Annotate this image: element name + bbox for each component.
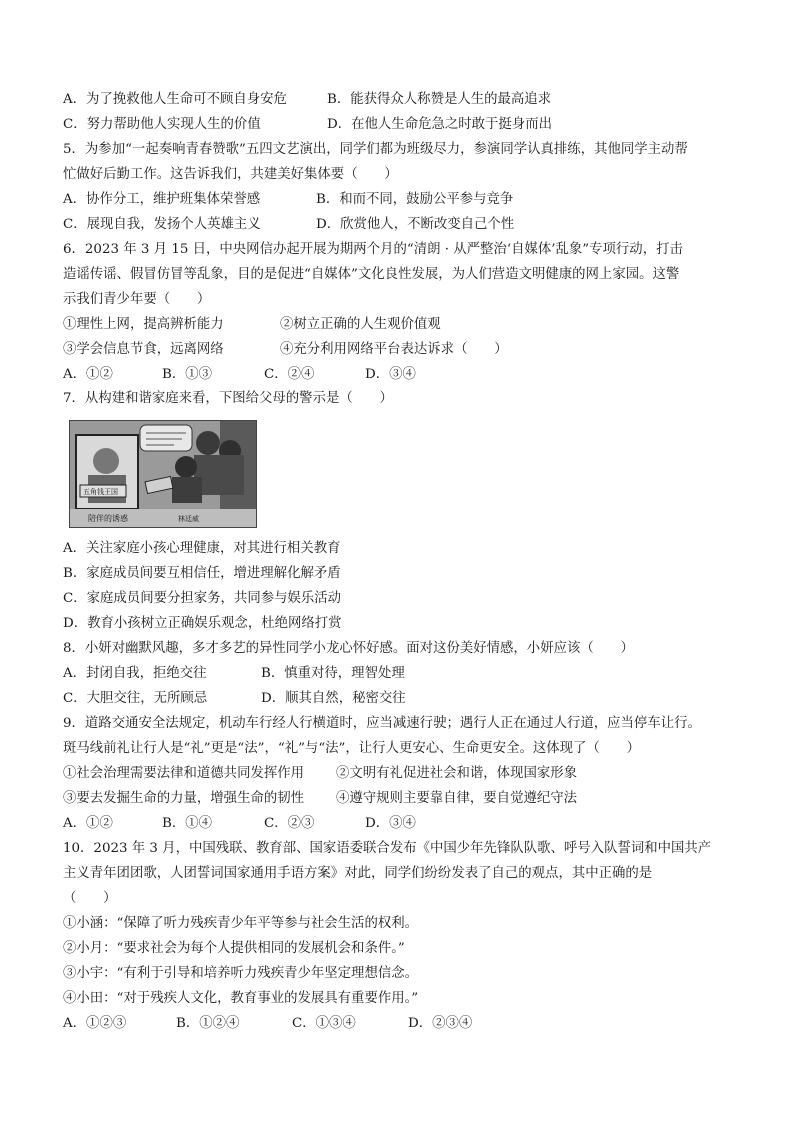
q5-option-c: C．展现自我，发扬个人英雄主义 bbox=[63, 217, 261, 232]
q7-option-d: D．教育小孩树立正确娱乐观念，杜绝网络打赏 bbox=[63, 616, 342, 631]
q5-stem-line-2: 忙做好后勤工作。这告诉我们，共建美好集体要（ ） bbox=[63, 167, 398, 182]
q9-option-c: C．②③ bbox=[264, 816, 315, 831]
q6-option-c: C．②④ bbox=[264, 367, 315, 382]
q9-statement-2: ②文明有礼促进社会和谐，体现国家形象 bbox=[336, 766, 578, 781]
q10-stem-line-3: （ ） bbox=[63, 891, 117, 906]
q7-stem: 7．从构建和谐家庭来看，下图给父母的警示是（ ） bbox=[63, 391, 393, 406]
q10-option-d: D．②③④ bbox=[408, 1016, 473, 1031]
q7-cartoon-sign-text: 五角钱王国 bbox=[83, 488, 118, 496]
q6-option-a: A．①② bbox=[63, 367, 113, 382]
q4-option-a: A．为了挽救他人生命可不顾自身安危 bbox=[63, 92, 287, 107]
q6-statement-2: ②树立正确的人生观价值观 bbox=[280, 317, 441, 332]
q9-stem-line-1: 9．道路交通安全法规定，机动车行经人行横道时，应当减速行驶；遇行人正在通过人行道，应当停车让行。 bbox=[63, 716, 701, 731]
q6-option-d: D．③④ bbox=[365, 367, 416, 382]
q6-stem-line-2: 造谣传谣、假冒仿冒等乱象，目的是促进“自媒体”文化良性发展，为人们营造文明健康的网上家园。这警 bbox=[63, 267, 680, 282]
q10-option-c: C．①③④ bbox=[292, 1016, 356, 1031]
q7-option-c: C．家庭成员间要分担家务，共同参与娱乐活动 bbox=[63, 591, 342, 606]
q6-stem-line-1: 6．2023 年 3 月 15 日，中央网信办起开展为期两个月的“清朗 · 从严整治‘自媒体’乱象”专项行动，打击 bbox=[63, 242, 683, 257]
q10-stem-line-1: 10．2023 年 3 月，中国残联、教育部、国家语委联合发布《中国少年先锋队队歌、呼号入队誓词和中国共产 bbox=[63, 841, 712, 856]
q6-stem-line-3: 示我们青少年要（ ） bbox=[63, 292, 211, 307]
q9-statement-4: ④遵守规则主要靠自律，要自觉遵纪守法 bbox=[336, 791, 578, 806]
q10-statement-1: ①小涵：“保障了听力残疾青少年平等参与社会生活的权利。 bbox=[63, 916, 418, 931]
q6-statement-1: ①理性上网，提高辨析能力 bbox=[63, 317, 224, 332]
q6-option-b: B．①③ bbox=[162, 367, 213, 382]
q10-option-b: B．①②④ bbox=[176, 1016, 240, 1031]
q6-statement-4: ④充分利用网络平台表达诉求（ ） bbox=[280, 342, 508, 357]
q8-option-d: D．顺其自然，秘密交往 bbox=[261, 691, 406, 706]
q4-option-c: C．努力帮助他人实现人生的价值 bbox=[63, 117, 261, 132]
q5-option-a: A．协作分工，维护班集体荣誉感 bbox=[63, 192, 261, 207]
q5-option-b: B．和而不同，鼓励公平参与竞争 bbox=[316, 192, 514, 207]
q7-cartoon-svg bbox=[70, 421, 256, 527]
q10-statement-4: ④小田：“对于残疾人文化，教育事业的发展具有重要作用。” bbox=[63, 991, 419, 1006]
q7-cartoon-caption-right: 林廷威 bbox=[178, 515, 199, 523]
q9-statement-3: ③要去发掘生命的力量，增强生命的韧性 bbox=[63, 791, 305, 806]
q4-option-b: B．能获得众人称赞是人生的最高追求 bbox=[327, 92, 552, 107]
q7-cartoon-image bbox=[69, 420, 257, 528]
q5-option-d: D．欣赏他人，不断改变自己个性 bbox=[316, 217, 515, 232]
q9-option-b: B．①④ bbox=[162, 816, 213, 831]
q10-statement-2: ②小月：“要求社会为每个人提供相同的发展机会和条件。” bbox=[63, 941, 405, 956]
q10-stem-line-2: 主义青年团团歌，人团誓词国家通用手语方案》对此，同学们纷纷发表了自己的观点，其中正确的是 bbox=[63, 866, 653, 881]
q7-option-b: B．家庭成员间要互相信任，增进理解化解矛盾 bbox=[63, 566, 341, 581]
q4-option-d: D．在他人生命危急之时敢于挺身而出 bbox=[327, 117, 552, 132]
q8-option-b: B．慎重对待，理智处理 bbox=[261, 666, 405, 681]
q5-stem-line-1: 5．为参加“一起奏响青春赞歌”五四文艺演出，同学们都为班级尽力，参演同学认真排练，其他同学主动帮 bbox=[63, 142, 688, 157]
q9-stem-line-2: 斑马线前礼让行人是“礼”更是“法”，“礼”与“法”，让行人更安心、生命更安全。这体现了（ ） bbox=[63, 741, 640, 756]
q8-stem: 8．小妍对幽默风趣，多才多艺的异性同学小龙心怀好感。面对这份美好情感，小妍应该（ ） bbox=[63, 641, 634, 656]
q8-option-c: C．大胆交往，无所顾忌 bbox=[63, 691, 208, 706]
q9-statement-1: ①社会治理需要法律和道德共同发挥作用 bbox=[63, 766, 305, 781]
q10-statement-3: ③小宇：“有利于引导和培养听力残疾青少年坚定理想信念。 bbox=[63, 966, 418, 981]
q7-cartoon-caption-left: 陪伴的诱惑 bbox=[88, 514, 128, 523]
q8-option-a: A．封闭自我，拒绝交往 bbox=[63, 666, 207, 681]
q9-option-d: D．③④ bbox=[365, 816, 416, 831]
q7-option-a: A．关注家庭小孩心理健康，对其进行相关教育 bbox=[63, 541, 341, 556]
q9-option-a: A．①② bbox=[63, 816, 113, 831]
q6-statement-3: ③学会信息节食，远离网络 bbox=[63, 342, 224, 357]
q10-option-a: A．①②③ bbox=[63, 1016, 127, 1031]
